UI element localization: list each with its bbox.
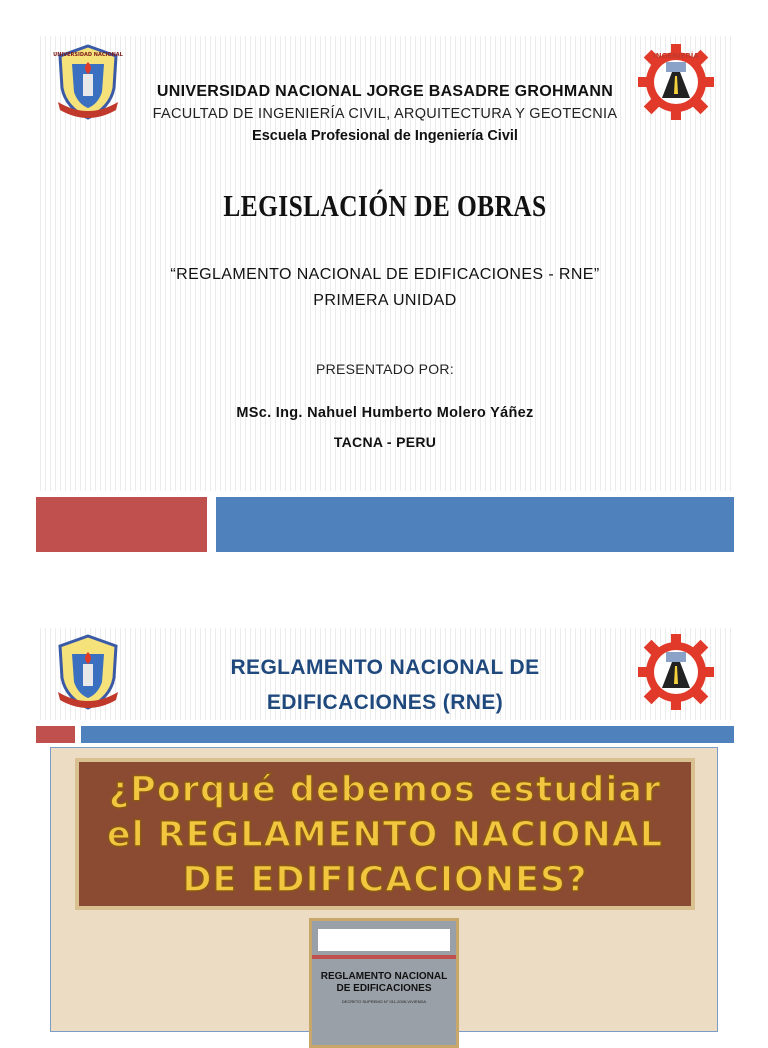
svg-text:UNIVERSIDAD NACIONAL: UNIVERSIDAD NACIONAL — [53, 52, 123, 58]
book-title-line2: DE EDIFICACIONES — [336, 983, 432, 994]
question-banner — [75, 758, 695, 910]
course-title: LEGISLACIÓN DE OBRAS — [223, 188, 547, 223]
book-logo-strip — [318, 929, 450, 951]
slide-title-line2: EDIFICACIONES (RNE) — [266, 691, 504, 714]
book-title-line1: REGLAMENTO NACIONAL — [320, 971, 448, 982]
banner-line2: el REGLAMENTO NACIONAL — [106, 815, 664, 855]
author-name: MSc. Ing. Nahuel Humberto Molero Yáñez — [236, 405, 534, 421]
striped-background — [36, 36, 734, 491]
title-slide — [36, 36, 734, 552]
rne-book-cover — [309, 918, 459, 1048]
slide-title-line1: REGLAMENTO NACIONAL DE — [230, 656, 540, 679]
svg-text:INGENIERÍA: INGENIERÍA — [653, 52, 699, 60]
faculty-name: FACULTAD DE INGENIERÍA CIVIL, ARQUITECTURA Y GEOTECNIA — [152, 106, 618, 122]
content-slide — [36, 628, 734, 1024]
school-name: Escuela Profesional de Ingeniería Civil — [252, 128, 518, 144]
unit-label: PRIMERA UNIDAD — [313, 292, 457, 309]
book-title — [318, 971, 450, 995]
banner-line3: DE EDIFICACIONES? — [182, 860, 588, 900]
city-label: TACNA - PERU — [333, 434, 437, 450]
red-accent-bar — [36, 497, 207, 552]
course-subtitle: “REGLAMENTO NACIONAL DE EDIFICACIONES - RNE” — [170, 266, 600, 283]
slide-title — [36, 650, 734, 720]
slide-image — [50, 747, 718, 1032]
presented-by-label: PRESENTADO POR: — [315, 361, 455, 377]
book-decree: DECRETO SUPREMO N° 011-2006-VIVIENDA — [341, 999, 427, 1004]
blue-accent-bar — [216, 497, 734, 552]
university-name: UNIVERSIDAD NACIONAL JORGE BASADRE GROHMANN — [156, 83, 614, 100]
banner-line1: ¿Porqué debemos estudiar — [108, 770, 662, 810]
red-accent-bar — [36, 726, 75, 743]
blue-accent-bar — [81, 726, 734, 743]
book-red-band — [312, 955, 456, 959]
